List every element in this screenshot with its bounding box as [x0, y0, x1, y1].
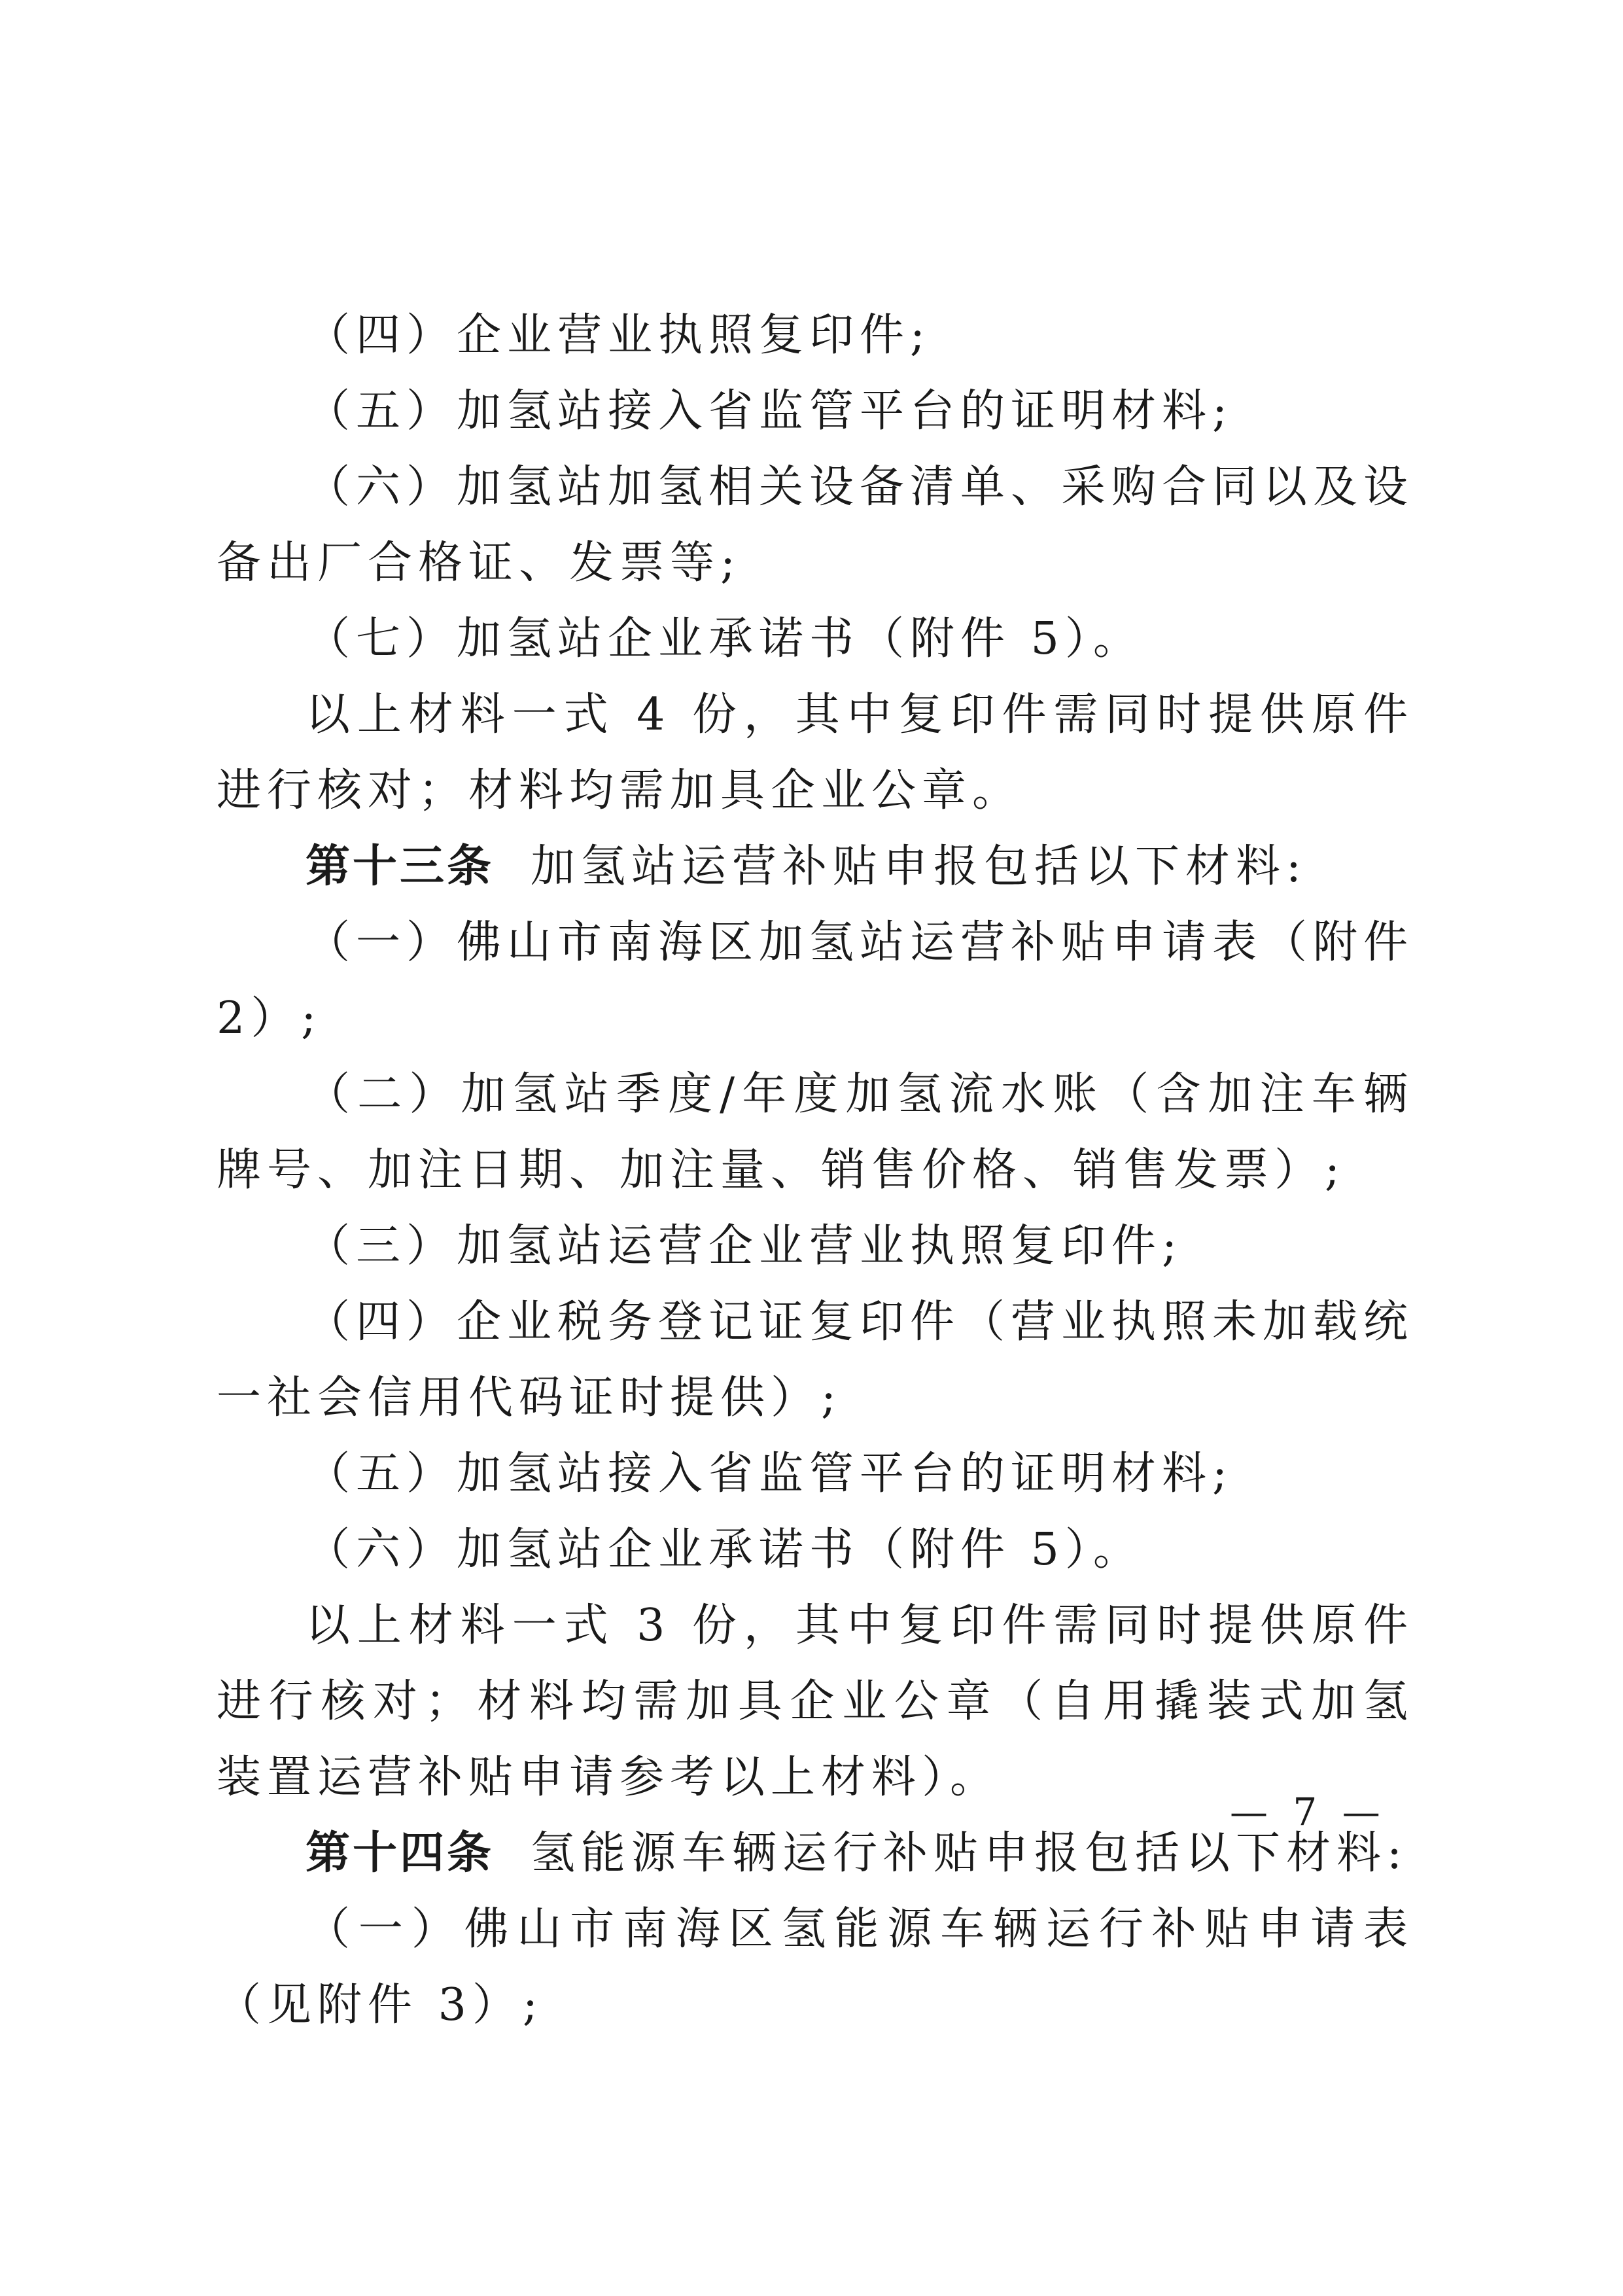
- article-text: 氢能源车辆运行补贴申报包括以下材料:: [531, 1828, 1408, 1879]
- paragraph: （一）佛山市南海区加氢站运营补贴申请表（附件 2）;: [217, 917, 1414, 1044]
- paragraph: 以上材料一式 4 份，其中复印件需同时提供原件进行核对；材料均需加具企业公章。: [217, 689, 1414, 817]
- paragraph: （二）加氢站季度/年度加氢流水账（含加注车辆牌号、加注日期、加注量、销售价格、销售发票）;: [217, 1069, 1414, 1196]
- document-body: [217, 298, 1414, 2043]
- paragraph: （七）加氢站企业承诺书（附件 5）。: [305, 613, 1143, 665]
- paragraph: （四）企业税务登记证复印件（营业执照未加载统一社会信用代码证时提供）;: [217, 1296, 1414, 1424]
- paragraph: （一）佛山市南海区氢能源车辆运行补贴申请表（见附件 3）;: [217, 1903, 1414, 2031]
- article-heading: 第十四条: [305, 1828, 495, 1879]
- paragraph: （五）加氢站接入省监管平台的证明材料;: [305, 385, 1233, 437]
- page-number: — 7 —: [1230, 1790, 1387, 1834]
- paragraph: （三）加氢站运营企业营业执照复印件;: [305, 1220, 1183, 1272]
- paragraph: （四）企业营业执照复印件;: [305, 309, 931, 361]
- paragraph: （六）加氢站企业承诺书（附件 5）。: [305, 1524, 1143, 1576]
- paragraph: （六）加氢站加氢相关设备清单、采购合同以及设备出厂合格证、发票等;: [217, 461, 1414, 589]
- paragraph: （五）加氢站接入省监管平台的证明材料;: [305, 1448, 1233, 1500]
- article-paragraph: [217, 829, 1414, 905]
- article-text: 加氢站运营补贴申报包括以下材料:: [531, 841, 1307, 892]
- paragraph: 以上材料一式 3 份，其中复印件需同时提供原件进行核对；材料均需加具企业公章（自用撬装式加氢装置运营补贴申请参考以上材料）。: [217, 1600, 1414, 1803]
- article-heading: 第十三条: [305, 841, 495, 892]
